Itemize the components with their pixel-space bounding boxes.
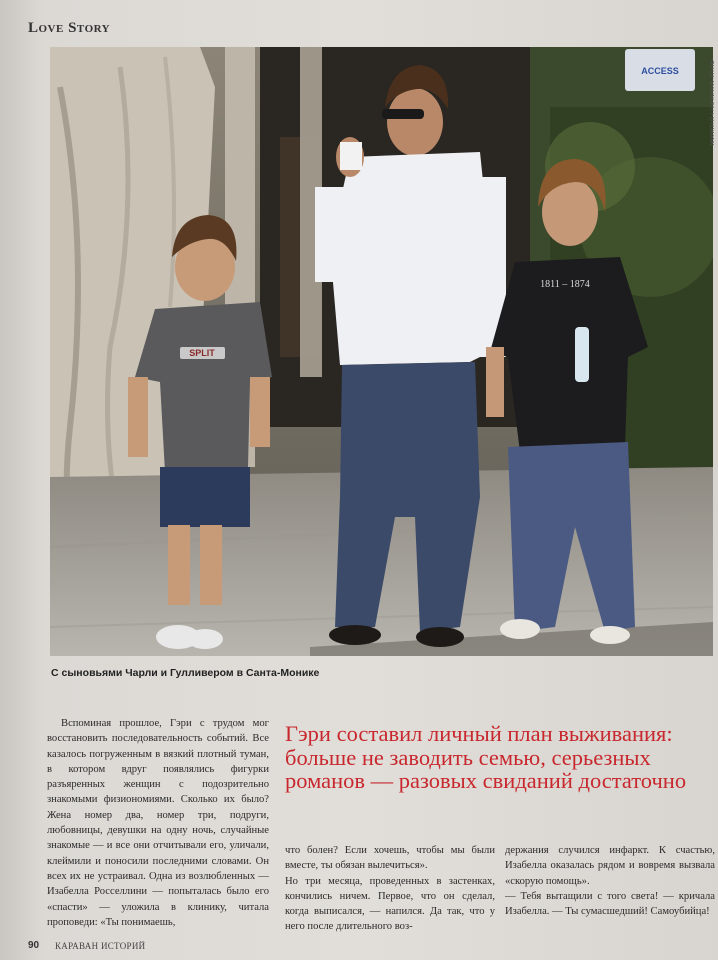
article-text-3: держания случился инфаркт. К счастью, Изабелла оказалась рядом и вовремя вызвала «скорую помощь». — Тебя вытащили с того света! — кричала Изабелла. — Ты сумасшедший! Самоубийца! (505, 845, 715, 918)
svg-text:1811 – 1874: 1811 – 1874 (540, 279, 590, 290)
family-photo (50, 47, 713, 656)
section-label-text: Love Story (28, 20, 111, 36)
article-column-1 (47, 716, 269, 930)
page-number: 90 (28, 940, 40, 951)
svg-text:SPLIT: SPLIT (189, 348, 215, 358)
pull-quote: Гэри составил личный план выживания: больше не заводить семью, серьезных романов — разовых свиданий достаточно (285, 721, 687, 793)
photo-credit: ФОТО: MAGNUM / FOTOBANK (708, 60, 714, 146)
photo-caption: С сыновьями Чарли и Гулливером в Санта-Монике (51, 667, 320, 679)
section-label (28, 20, 110, 37)
article-column-3 (505, 843, 715, 919)
svg-text:ACCESS: ACCESS (641, 66, 679, 76)
access-sign (625, 49, 695, 91)
photo-illustration (50, 47, 713, 656)
article-text-2: что болен? Если хочешь, чтобы мы были вместе, ты обязан вылечиться». Но три месяца, проведенных в застенках, кончились ничем. Первое, что он сделал, когда выписался, — напился. Да так, что у него после длительного воз- (285, 845, 495, 933)
article-text-1: Вспоминая прошлое, Гэри с трудом мог восстановить последовательность событий. Все казалось погруженным в вязкий плотный туман, в котором вдруг появлялись фигурки разъяренных женщин с подозрительно знакомыми физиономиями. Сколько их было? Жена номер два, номер три, подруги, любовницы, девушки на одну ночь, случайные знакомые — и все они отчитывали его, уличали, клеймили и поносили последними словами. Он всех их не устраивал. Одна из возлюбленных — Изабелла Росселлини — попыталась было его «спасти» — уложила в клинику, читала проповеди: «Ты понимаешь, (47, 718, 269, 928)
magazine-name: КАРАВАН ИСТОРИЙ (55, 941, 146, 951)
article-column-2 (285, 843, 495, 935)
